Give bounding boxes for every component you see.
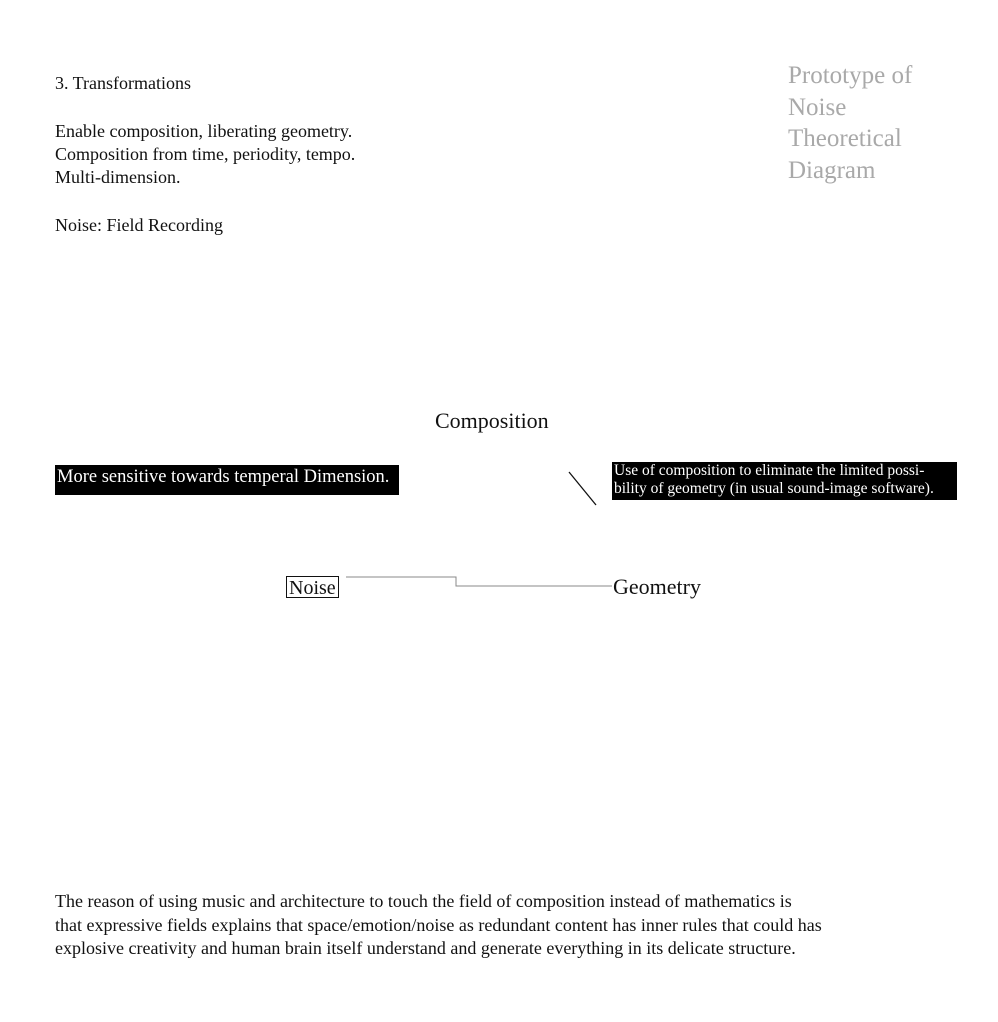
footer-line: explosive creativity and human brain itself understand and generate everything in its delicate structure.	[55, 938, 796, 958]
diagram-title-line: Diagram	[788, 156, 876, 184]
label-temporal-dimension: More sensitive towards temperal Dimension.	[55, 465, 399, 495]
noise-field-recording: Noise: Field Recording	[55, 215, 223, 235]
intro-line: Enable composition, liberating geometry.	[55, 121, 353, 141]
node-noise: Noise	[286, 576, 339, 598]
node-geometry: Geometry	[613, 574, 701, 599]
footer-paragraph	[55, 890, 822, 961]
noise-geometry-connector	[346, 577, 612, 586]
intro-line: Composition from time, periodity, tempo.	[55, 144, 356, 164]
diagram-title-line: Theoretical	[788, 125, 902, 152]
label-line: Use of composition to eliminate the limited possi-	[614, 462, 925, 479]
intro-line: Multi-dimension.	[55, 167, 181, 187]
composition-diagonal-connector	[569, 472, 596, 505]
footer-line: The reason of using music and architecture to touch the field of composition instead of mathematics is	[55, 891, 792, 911]
label-line: bility of geometry (in usual sound-image software).	[614, 480, 934, 497]
diagram-title-line: Noise	[788, 93, 847, 121]
section-heading: 3. Transformations	[55, 73, 192, 93]
footer-line: that expressive fields explains that space/emotion/noise as redundant content has inner rules that could has	[55, 914, 822, 935]
node-composition: Composition	[435, 408, 549, 433]
label-composition-geometry	[612, 462, 957, 500]
diagram-title-line: Prototype of	[788, 62, 913, 89]
